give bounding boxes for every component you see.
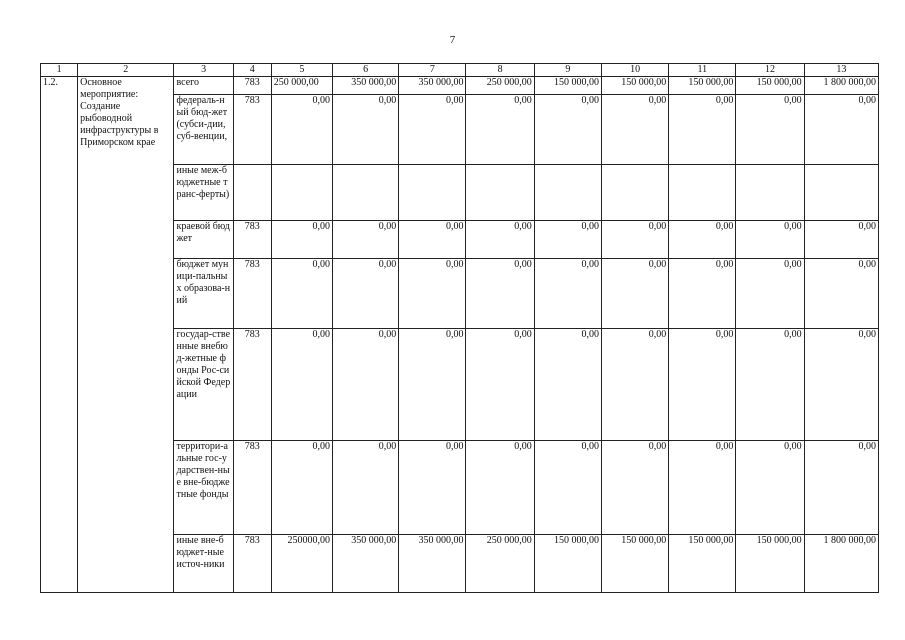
value-cell: 150 000,00 bbox=[669, 77, 736, 95]
value-cell bbox=[333, 165, 399, 221]
value-cell: 350 000,00 bbox=[333, 535, 399, 593]
value-cell: 0,00 bbox=[804, 259, 878, 329]
value-cell: 0,00 bbox=[736, 259, 804, 329]
table-row bbox=[41, 77, 879, 95]
value-cell: 0,00 bbox=[271, 259, 332, 329]
value-cell: 0,00 bbox=[804, 441, 878, 535]
column-header: 6 bbox=[333, 64, 399, 77]
value-cell: 1 800 000,00 bbox=[804, 77, 878, 95]
column-header: 10 bbox=[601, 64, 668, 77]
value-cell: 0,00 bbox=[333, 329, 399, 441]
budget-table bbox=[40, 63, 879, 593]
column-header: 8 bbox=[466, 64, 534, 77]
value-cell: 350 000,00 bbox=[399, 535, 466, 593]
column-header: 3 bbox=[174, 64, 233, 77]
event-name: Основное мероприятие: Создание рыбоводной инфраструктуры в Приморском крае bbox=[78, 77, 174, 593]
value-cell: 150 000,00 bbox=[669, 535, 736, 593]
value-cell: 350 000,00 bbox=[333, 77, 399, 95]
value-cell: 0,00 bbox=[271, 441, 332, 535]
value-cell: 0,00 bbox=[271, 95, 332, 165]
value-cell: 1 800 000,00 bbox=[804, 535, 878, 593]
value-cell bbox=[736, 165, 804, 221]
header-row bbox=[41, 64, 879, 77]
value-cell: 0,00 bbox=[333, 95, 399, 165]
value-cell: 0,00 bbox=[399, 95, 466, 165]
code-cell: 783 bbox=[233, 259, 271, 329]
value-cell: 0,00 bbox=[601, 329, 668, 441]
column-header: 13 bbox=[804, 64, 878, 77]
value-cell: 0,00 bbox=[601, 221, 668, 259]
code-cell: 783 bbox=[233, 221, 271, 259]
value-cell: 0,00 bbox=[333, 221, 399, 259]
value-cell: 0,00 bbox=[736, 441, 804, 535]
funding-source: иные вне-бюджет-ные источ-ники bbox=[174, 535, 233, 593]
value-cell: 150 000,00 bbox=[534, 535, 601, 593]
funding-source: бюджет муници-пальных образова-ний bbox=[174, 259, 233, 329]
value-cell: 0,00 bbox=[534, 95, 601, 165]
value-cell: 150 000,00 bbox=[736, 77, 804, 95]
value-cell: 0,00 bbox=[736, 95, 804, 165]
code-cell: 783 bbox=[233, 535, 271, 593]
value-cell: 350 000,00 bbox=[399, 77, 466, 95]
value-cell bbox=[271, 165, 332, 221]
code-cell: 783 bbox=[233, 95, 271, 165]
column-header: 2 bbox=[78, 64, 174, 77]
column-header: 11 bbox=[669, 64, 736, 77]
funding-source: всего bbox=[174, 77, 233, 95]
code-cell: 783 bbox=[233, 329, 271, 441]
value-cell: 0,00 bbox=[736, 329, 804, 441]
value-cell: 150 000,00 bbox=[534, 77, 601, 95]
column-header: 12 bbox=[736, 64, 804, 77]
value-cell: 250 000,00 bbox=[466, 77, 534, 95]
value-cell: 0,00 bbox=[534, 329, 601, 441]
value-cell: 0,00 bbox=[669, 329, 736, 441]
value-cell: 250 000,00 bbox=[466, 535, 534, 593]
value-cell: 0,00 bbox=[669, 259, 736, 329]
value-cell: 0,00 bbox=[534, 441, 601, 535]
value-cell: 250000,00 bbox=[271, 535, 332, 593]
value-cell: 0,00 bbox=[534, 259, 601, 329]
value-cell: 0,00 bbox=[271, 329, 332, 441]
value-cell: 0,00 bbox=[736, 221, 804, 259]
value-cell: 0,00 bbox=[466, 95, 534, 165]
funding-source: территори-альные гос-ударствен-ные вне-бюджетные фонды bbox=[174, 441, 233, 535]
value-cell: 0,00 bbox=[399, 441, 466, 535]
code-cell: 783 bbox=[233, 441, 271, 535]
column-header: 1 bbox=[41, 64, 78, 77]
value-cell: 0,00 bbox=[399, 221, 466, 259]
value-cell: 0,00 bbox=[333, 441, 399, 535]
value-cell bbox=[669, 165, 736, 221]
code-cell bbox=[233, 165, 271, 221]
value-cell: 0,00 bbox=[804, 95, 878, 165]
funding-source: краевой бюджет bbox=[174, 221, 233, 259]
value-cell: 150 000,00 bbox=[601, 535, 668, 593]
value-cell: 0,00 bbox=[534, 221, 601, 259]
value-cell: 0,00 bbox=[669, 441, 736, 535]
value-cell: 0,00 bbox=[804, 329, 878, 441]
value-cell: 150 000,00 bbox=[736, 535, 804, 593]
value-cell: 0,00 bbox=[804, 221, 878, 259]
value-cell: 0,00 bbox=[399, 329, 466, 441]
funding-source: иные меж-бюджетные транс-ферты) bbox=[174, 165, 233, 221]
funding-source: государ-ственные внебюд-жетные фонды Рос-сийской Федерации bbox=[174, 329, 233, 441]
value-cell: 0,00 bbox=[466, 441, 534, 535]
column-header: 7 bbox=[399, 64, 466, 77]
value-cell bbox=[466, 165, 534, 221]
value-cell: 0,00 bbox=[399, 259, 466, 329]
value-cell: 250 000,00 bbox=[271, 77, 332, 95]
value-cell bbox=[601, 165, 668, 221]
column-header: 5 bbox=[271, 64, 332, 77]
value-cell: 0,00 bbox=[601, 259, 668, 329]
value-cell: 0,00 bbox=[601, 95, 668, 165]
value-cell: 0,00 bbox=[601, 441, 668, 535]
value-cell: 0,00 bbox=[669, 95, 736, 165]
funding-source: федераль-ный бюд-жет (субси-дии, суб-венции, bbox=[174, 95, 233, 165]
value-cell: 0,00 bbox=[333, 259, 399, 329]
value-cell bbox=[804, 165, 878, 221]
value-cell bbox=[534, 165, 601, 221]
row-id: 1.2. bbox=[41, 77, 78, 593]
value-cell: 0,00 bbox=[466, 259, 534, 329]
column-header: 4 bbox=[233, 64, 271, 77]
value-cell: 150 000,00 bbox=[601, 77, 668, 95]
page-number: 7 bbox=[449, 34, 456, 46]
value-cell bbox=[399, 165, 466, 221]
value-cell: 0,00 bbox=[466, 221, 534, 259]
code-cell: 783 bbox=[233, 77, 271, 95]
value-cell: 0,00 bbox=[466, 329, 534, 441]
value-cell: 0,00 bbox=[271, 221, 332, 259]
column-header: 9 bbox=[534, 64, 601, 77]
value-cell: 0,00 bbox=[669, 221, 736, 259]
